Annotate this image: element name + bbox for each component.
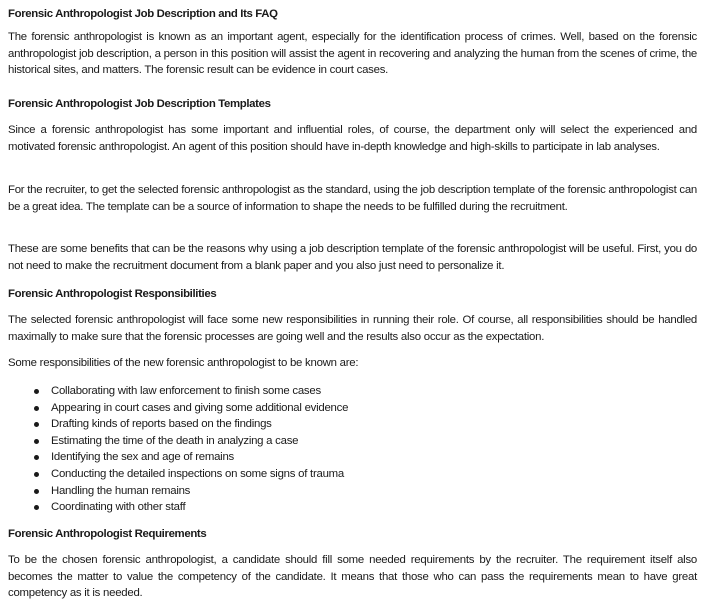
bullet-icon — [34, 406, 39, 411]
list-item: Collaborating with law enforcement to finish some cases — [8, 383, 697, 400]
bullet-icon — [34, 472, 39, 477]
responsibilities-paragraph-1: The selected forensic anthropologist will face some new responsibilities in running their role. Of course, all responsibilities should be handled maximally to make sure that the forensic processes are going well and the results also occur as the expectation. — [8, 314, 697, 343]
responsibilities-paragraph-2: Some responsibilities of the new forensic anthropologist to be known are: — [8, 357, 359, 369]
list-item: Estimating the time of the death in analyzing a case — [8, 433, 697, 450]
requirements-paragraph: To be the chosen forensic anthropologist, a candidate should fill some needed requirements by the recruiter. The requirement itself also becomes the matter to value the competency of the candidate. It means that those who can pass the requirements mean to have great competency as it is needed. — [8, 554, 697, 600]
list-item: Handling the human remains — [8, 483, 697, 500]
list-item: Conducting the detailed inspections on some signs of trauma — [8, 466, 697, 483]
bullet-icon — [34, 505, 39, 510]
document-title: Forensic Anthropologist Job Description and Its FAQ — [8, 8, 278, 20]
templates-paragraph-2: For the recruiter, to get the selected forensic anthropologist as the standard, using the job description template of the forensic anthropologist can be a great idea. The template can be a source of information to shape the needs to be fulfilled during the recruitment. — [8, 184, 698, 213]
section-heading-requirements: Forensic Anthropologist Requirements — [8, 528, 207, 540]
list-item: Coordinating with other staff — [8, 499, 697, 516]
intro-paragraph: The forensic anthropologist is known as an important agent, especially for the identification process of crimes. Well, based on the forensic anthropologist job description, a person in this position will assist the agent in recovering and analyzing the human from the scenes of crime, the historical sites, and matters. The forensic result can be evidence in court cases. — [8, 31, 697, 77]
section-heading-templates: Forensic Anthropologist Job Description Templates — [8, 98, 271, 110]
bullet-icon — [34, 439, 39, 444]
list-item: Identifying the sex and age of remains — [8, 449, 697, 466]
section-heading-responsibilities: Forensic Anthropologist Responsibilities — [8, 288, 217, 300]
responsibilities-list — [8, 383, 697, 516]
templates-paragraph-3: These are some benefits that can be the reasons why using a job description template of the forensic anthropologist will be useful. First, you do not need to make the recruitment document from a blank paper and you also just need to personalize it. — [8, 243, 697, 272]
bullet-icon — [34, 389, 39, 394]
bullet-icon — [34, 422, 39, 427]
list-item: Appearing in court cases and giving some additional evidence — [8, 400, 697, 417]
list-item: Drafting kinds of reports based on the findings — [8, 416, 697, 433]
bullet-icon — [34, 489, 39, 494]
bullet-icon — [34, 455, 39, 460]
templates-paragraph-1: Since a forensic anthropologist has some important and influential roles, of course, the department only will select the experienced and motivated forensic anthropologist. An agent of this position should have in-depth knowledge and high-skills to participate in lab analyses. — [8, 124, 697, 153]
